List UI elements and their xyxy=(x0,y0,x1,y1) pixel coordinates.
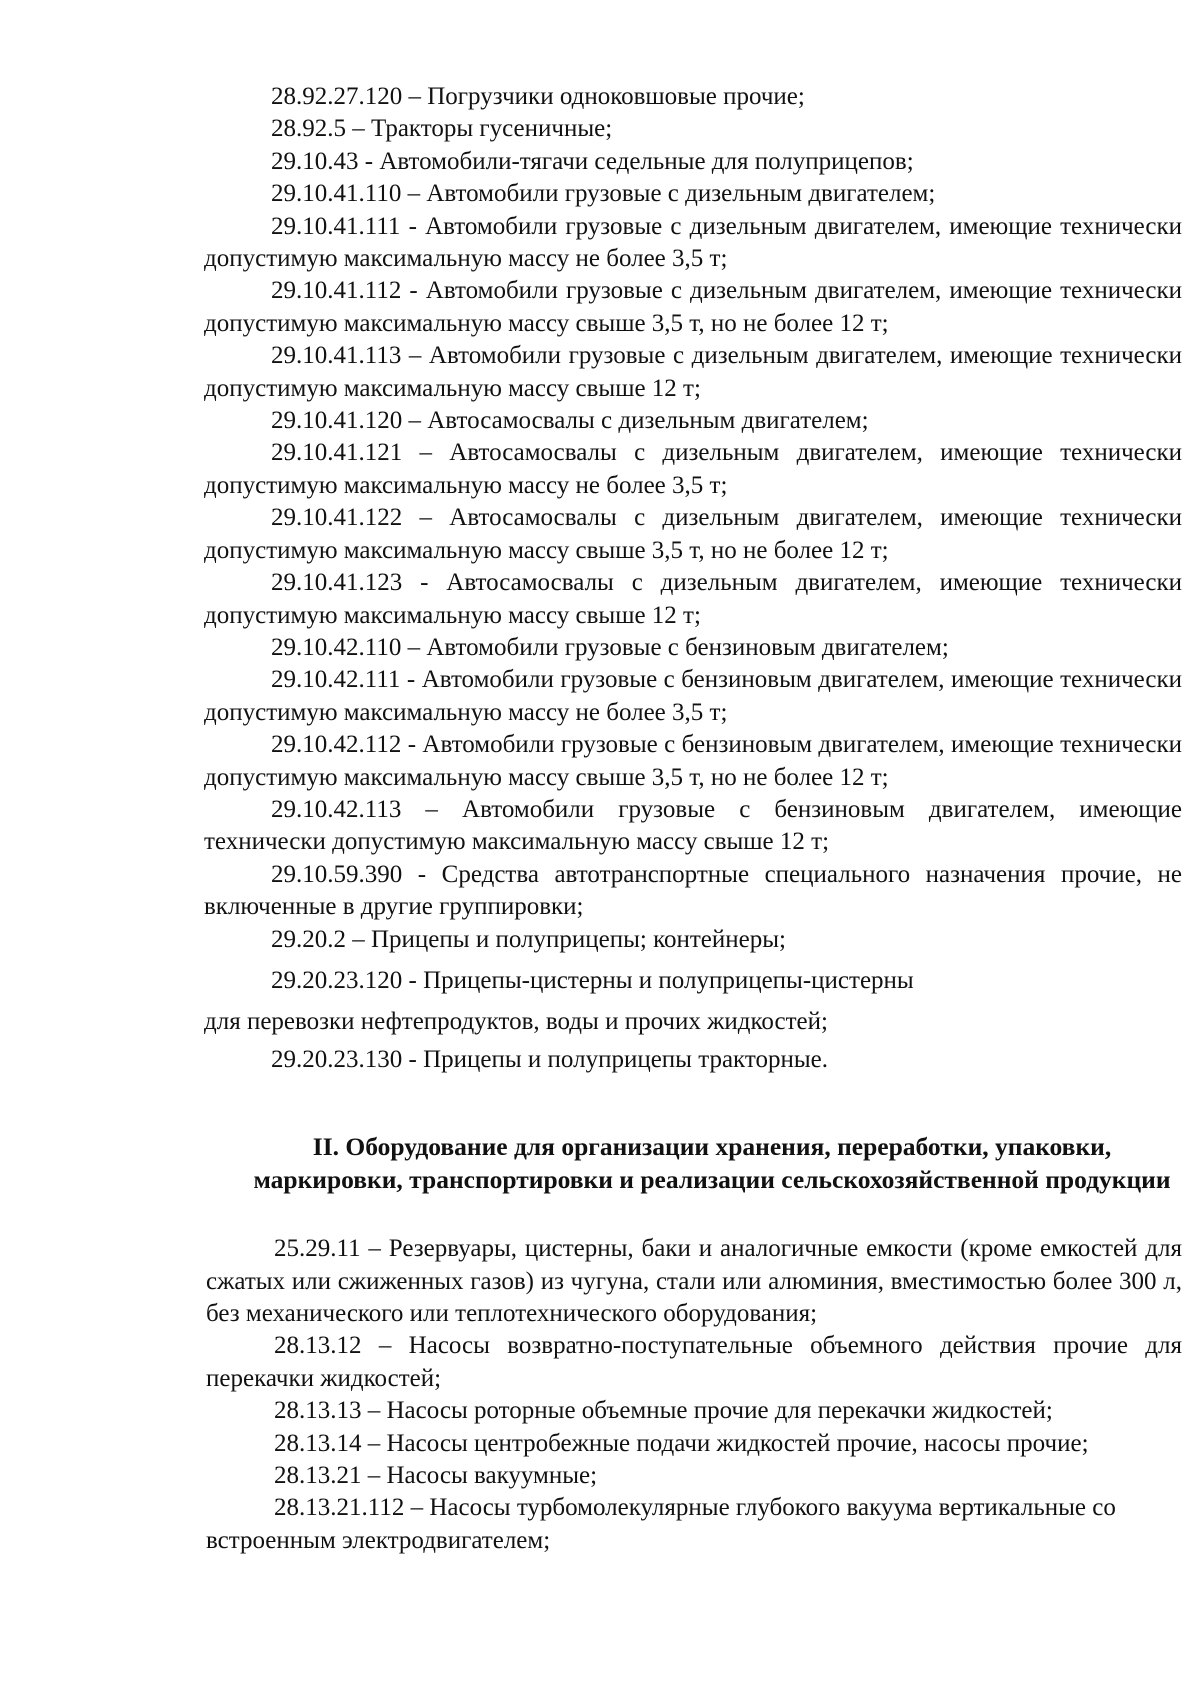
list-item: 28.92.5 – Тракторы гусеничные; xyxy=(271,115,613,143)
section-1-list xyxy=(204,81,1182,1076)
list-item: 29.10.41.112 - Автомобили грузовые с дизельным двигателем, имеющие технически допустимую максимальную массу свыше 3,5 т, но не более 12 т; xyxy=(204,277,1182,337)
list-item: 28.13.21.112 – Насосы турбомолекулярные глубокого вакуума вертикальные со встроенным электродвигателем; xyxy=(206,1494,1116,1554)
list-item: 29.10.42.110 – Автомобили грузовые с бензиновым двигателем; xyxy=(271,633,949,661)
list-item: 29.20.23.120 - Прицепы-цистерны и полуприцепы-цистерны xyxy=(271,966,914,994)
list-item: 28.13.13 – Насосы роторные объемные прочие для перекачки жидкостей; xyxy=(274,1397,1053,1425)
list-item: 29.10.42.111 - Автомобили грузовые с бензиновым двигателем, имеющие технически допустимую максимальную массу не более 3,5 т; xyxy=(204,666,1182,726)
list-item: 29.10.41.120 – Автосамосвалы с дизельным двигателем; xyxy=(271,407,869,435)
list-item: 29.20.2 – Прицепы и полуприцепы; контейнеры; xyxy=(271,925,786,953)
list-item: 28.13.21 – Насосы вакуумные; xyxy=(274,1462,598,1490)
list-item: 28.92.27.120 – Погрузчики одноковшовые прочие; xyxy=(271,83,805,110)
list-item: 29.10.59.390 - Средства автотранспортные специального назначения прочие, не включенные в другие группировки; xyxy=(204,860,1182,921)
list-item-continuation: для перевозки нефтепродуктов, воды и прочих жидкостей; xyxy=(204,1008,828,1036)
list-item: 29.10.41.110 – Автомобили грузовые с дизельным двигателем; xyxy=(271,180,936,208)
list-item: 29.10.41.121 – Автосамосвалы с дизельным двигателем, имеющие технически допустимую максимальную массу не более 3,5 т; xyxy=(204,439,1182,499)
list-item: 29.10.41.113 – Автомобили грузовые с дизельным двигателем, имеющие технически допустимую максимальную массу свыше 12 т; xyxy=(204,342,1182,402)
section-2-heading: II. Оборудование для организации хранения, переработки, упаковки, маркировки, транспортировки и реализации сельскохозяйственной продукции xyxy=(253,1132,1171,1195)
list-item: 28.13.12 – Насосы возвратно-поступательные объемного действия прочие для перекачки жидкостей; xyxy=(206,1332,1182,1392)
list-item: 29.10.43 - Автомобили-тягачи седельные для полуприцепов; xyxy=(271,147,914,175)
list-item: 25.29.11 – Резервуары, цистерны, баки и аналогичные емкости (кроме емкостей для сжатых или сжиженных газов) из чугуна, стали или алюминия, вместимостью более 300 л, без механического или теплотехнического оборудования; xyxy=(206,1235,1182,1327)
list-item: 28.13.14 – Насосы центробежные подачи жидкостей прочие, насосы прочие; xyxy=(274,1429,1089,1457)
list-item: 29.20.23.130 - Прицепы и полуприцепы тракторные. xyxy=(271,1045,828,1073)
list-item: 29.10.42.112 - Автомобили грузовые с бензиновым двигателем, имеющие технически допустимую максимальную массу свыше 3,5 т, но не более 12 т; xyxy=(204,731,1182,791)
list-item: 29.10.41.123 - Автосамосвалы с дизельным двигателем, имеющие технически допустимую максимальную массу свыше 12 т; xyxy=(204,569,1182,629)
list-item: 29.10.41.122 – Автосамосвалы с дизельным двигателем, имеющие технически допустимую максимальную массу свыше 3,5 т, но не более 12 т; xyxy=(204,504,1182,564)
list-item: 29.10.41.111 - Автомобили грузовые с дизельным двигателем, имеющие технически допустимую максимальную массу не более 3,5 т; xyxy=(204,212,1182,273)
list-item: 29.10.42.113 – Автомобили грузовые с бензиновым двигателем, имеющие технически допустимую максимальную массу свыше 12 т; xyxy=(204,795,1182,856)
section-2-list xyxy=(206,1233,1182,1557)
